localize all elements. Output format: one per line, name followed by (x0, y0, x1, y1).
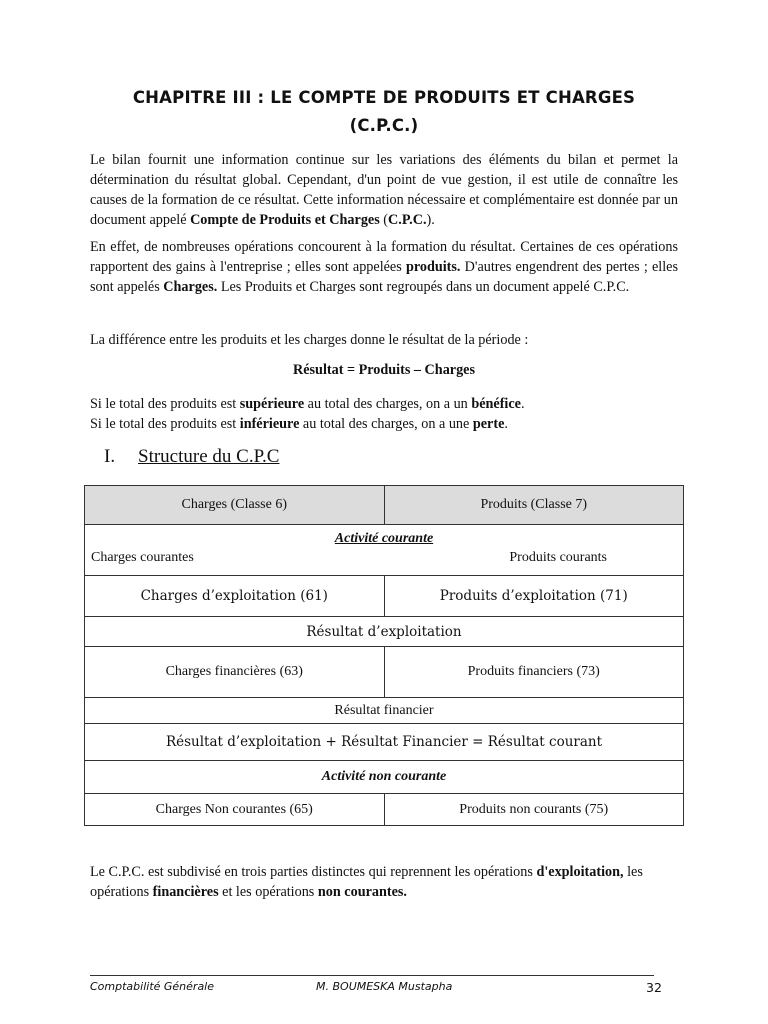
chapter-title: CHAPITRE III : LE COMPTE DE PRODUITS ET CHARGES (132, 88, 636, 107)
paragraph-benefit-loss: Si le total des produits est supérieure au total des charges, on a un bénéfice. Si le total des produits est inférieure au total des charges, on a une perte. (90, 396, 525, 432)
charges-exploitation-cell: Charges d’exploitation (61) (85, 576, 385, 617)
table-header-row (85, 486, 684, 525)
produits-financiers-cell: Produits financiers (73) (384, 647, 684, 698)
table-row (85, 617, 684, 647)
table-row (85, 647, 684, 698)
footer-course: Comptabilité Générale (90, 980, 215, 993)
produits-exploitation-cell: Produits d’exploitation (71) (384, 576, 684, 617)
charges-courantes-label: Charges courantes (91, 550, 194, 565)
table-row (85, 698, 684, 724)
paragraph-operations: En effet, de nombreuses opérations concourent à la formation du résultat. Certaines de ces opérations rapportent des gains à l'entreprise ; elles sont appelées produits. D'autres engendrent des pertes ; elles sont appelés Charges. Les Produits et Charges sont regroupés dans un document appelé C.P.C. (90, 239, 678, 295)
produits-non-courants-cell: Produits non courants (75) (384, 794, 684, 826)
produits-courants-label: Produits courants (509, 550, 607, 565)
header-charges: Charges (Classe 6) (85, 486, 385, 525)
resultat-financier-cell: Résultat financier (85, 698, 684, 724)
paragraph-intro: Le bilan fournit une information continue sur les variations des éléments du bilan et permet la détermination du résultat global. Cependant, d'un point de vue gestion, il est utile de connaître les causes de la formation de ce résultat. Cette information nécessaire et complémentaire est donnée par un document appelé Compte de Produits et Charges (C.P.C.). (90, 152, 678, 228)
footer-divider (90, 975, 654, 976)
paragraph-difference: La différence entre les produits et les charges donne le résultat de la période : (90, 332, 529, 348)
activite-courante-cell (85, 525, 684, 576)
paragraph-subdivision: Le C.P.C. est subdivisé en trois parties distinctes qui reprennent les opérations d'exploitation, les opérations financières et les opérations non courantes. (90, 864, 643, 900)
section-number: I. (104, 446, 116, 467)
result-formula: Résultat = Produits – Charges (292, 362, 475, 378)
charges-non-courantes-cell: Charges Non courantes (65) (85, 794, 385, 826)
activite-courante-label: Activité courante (334, 531, 434, 546)
header-produits: Produits (Classe 7) (384, 486, 684, 525)
charges-financieres-cell: Charges financières (63) (85, 647, 385, 698)
section-heading (104, 446, 279, 468)
resultat-courant-cell: Résultat d’exploitation + Résultat Financier = Résultat courant (85, 724, 684, 761)
table-row (85, 761, 684, 794)
table-row (85, 724, 684, 761)
footer-author: M. BOUMESKA Mustapha (316, 980, 453, 993)
activite-non-courante-cell: Activité non courante (85, 761, 684, 794)
cpc-structure-table (84, 485, 684, 826)
chapter-title-acronym: (C.P.C.) (349, 116, 419, 135)
table-row (85, 576, 684, 617)
table-row (85, 794, 684, 826)
table-row (85, 525, 684, 576)
resultat-exploitation-cell: Résultat d’exploitation (85, 617, 684, 647)
section-title: Structure du C.P.C (138, 446, 280, 467)
page-number: 32 (646, 980, 662, 995)
